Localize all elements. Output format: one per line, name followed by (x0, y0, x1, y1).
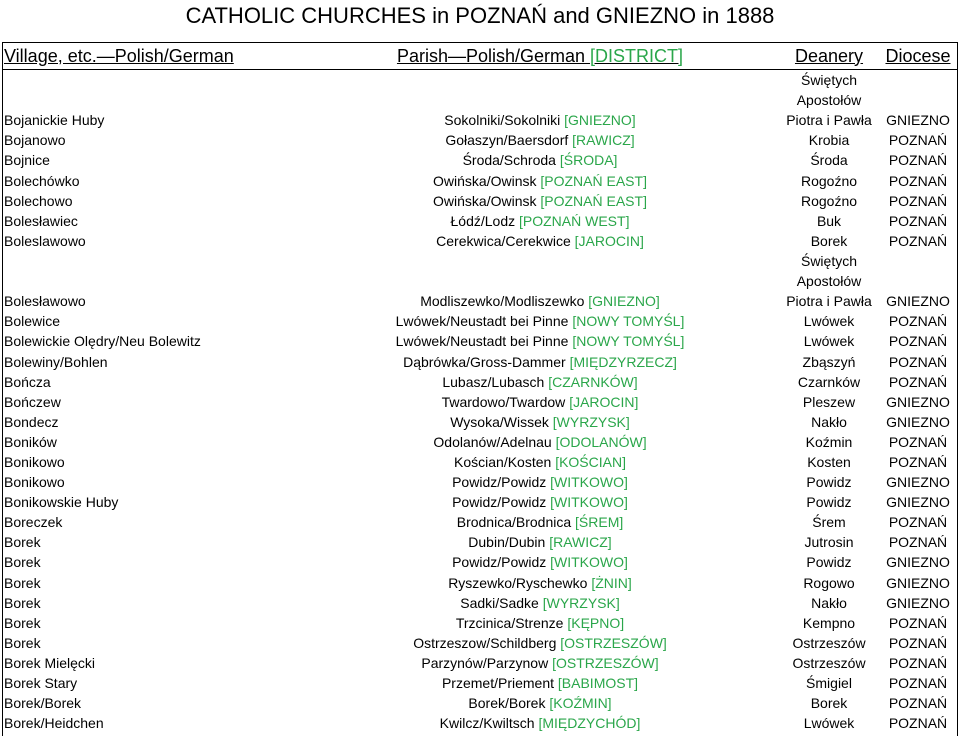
parish-name: Przemet/Priement (441, 675, 558, 692)
deanery-cell: Ostrzeszów (792, 654, 866, 671)
table-body (2, 70, 958, 734)
table-row (2, 673, 958, 693)
diocese-cell: GNIEZNO (886, 574, 950, 591)
parish-name: Twardowo/Twardow (441, 393, 570, 410)
table-row (2, 331, 958, 351)
parish-district: [JAROCIN] (569, 393, 639, 410)
village-cell: Bonikowskie Huby (4, 494, 119, 511)
village-cell: Borek (4, 534, 41, 551)
table-row (2, 412, 958, 432)
diocese-cell: GNIEZNO (886, 494, 950, 511)
parish-cell (300, 673, 780, 693)
parish-district: [CZARNKÓW] (548, 373, 638, 390)
diocese-cell: GNIEZNO (886, 594, 950, 611)
diocese-cell: POZNAŃ (888, 715, 948, 732)
parish-district: [NOWY TOMYŚL] (572, 313, 685, 330)
table-row (2, 512, 958, 532)
parish-district: [POZNAŃ EAST] (540, 192, 647, 209)
parish-cell (300, 392, 780, 412)
village-cell: Bondecz (4, 413, 59, 430)
diocese-cell: GNIEZNO (886, 293, 950, 310)
parish-name: Kwilcz/Kwiltsch (439, 715, 539, 732)
parish-district: [RAWICZ] (572, 132, 635, 149)
diocese-cell: POZNAŃ (888, 614, 948, 631)
parish-district: [KĘPNO] (567, 614, 625, 631)
parish-name: Brodnica/Brodnica (456, 514, 576, 531)
diocese-cell: GNIEZNO (886, 393, 950, 410)
village-cell: Borek Mielęcki (4, 654, 96, 671)
parish-district: [MIĘDZYCHÓD] (538, 715, 641, 732)
parish-name: Powidz/Powidz (452, 554, 551, 571)
deanery-cell: Czarnków (797, 373, 861, 390)
village-cell: Borek (4, 574, 41, 591)
diocese-cell: POZNAŃ (888, 634, 948, 651)
parish-name: Sokolniki/Sokolniki (444, 112, 565, 129)
header-parish (300, 43, 780, 70)
parish-district: [OSTRZESZÓW] (552, 654, 659, 671)
parish-district: [BABIMOST] (557, 675, 639, 692)
village-cell: Boreczek (4, 514, 63, 531)
parish-district: [KOŚCIAN] (555, 454, 626, 470)
table-row (2, 70, 958, 131)
deanery-cell: Nakło (811, 594, 847, 611)
parish-cell (300, 613, 780, 633)
diocese-cell: POZNAŃ (888, 373, 948, 390)
parish-name: Lubasz/Lubasch (442, 373, 549, 390)
deanery-cell: Pleszew (802, 393, 856, 410)
parish-name: Modliszewko/Modliszewko (420, 293, 589, 310)
parish-district: [MIĘDZYRZECZ] (569, 353, 677, 370)
parish-district: [JAROCIN] (574, 232, 644, 249)
diocese-cell: POZNAŃ (888, 534, 948, 551)
parish-name: Trzcinica/Strenze (455, 614, 568, 631)
deanery-cell: Kosten (807, 454, 851, 470)
parish-district: [POZNAŃ WEST] (519, 212, 630, 229)
diocese-cell: POZNAŃ (888, 695, 948, 712)
diocese-cell: GNIEZNO (886, 554, 950, 571)
parish-district: [POZNAŃ EAST] (540, 172, 647, 189)
diocese-cell: GNIEZNO (886, 413, 950, 430)
village-cell: Bonikowo (4, 454, 65, 470)
table-row (2, 251, 958, 311)
parish-district: [WITKOWO] (550, 554, 628, 571)
parish-cell (300, 653, 780, 673)
parish-district: [WITKOWO] (550, 494, 628, 511)
village-cell: Bończa (4, 373, 51, 390)
village-cell: Bolesławowo (4, 293, 86, 310)
table-right-border (957, 42, 958, 736)
deanery-cell: Rogoźno (800, 172, 858, 189)
village-cell: Borek/Borek (4, 695, 82, 712)
parish-name: Gołaszyn/Baersdorf (445, 132, 573, 149)
parish-name: Lwówek/Neustadt bei Pinne (395, 313, 573, 330)
table-row (2, 472, 958, 492)
parish-cell (300, 512, 780, 532)
village-cell: Bojanickie Huby (4, 112, 105, 129)
parish-name: Wysoka/Wissek (450, 413, 553, 430)
village-cell: Borek (4, 554, 41, 571)
village-cell: Bończew (4, 393, 61, 410)
parish-district: [OSTRZESZÓW] (560, 634, 667, 651)
header-parish-main: Parish—Polish/German (396, 45, 591, 66)
parish-district: [WITKOWO] (550, 474, 628, 491)
header-parish-district: [DISTRICT] (590, 45, 684, 66)
deanery-cell: Lwówek (803, 333, 855, 350)
village-cell: Boników (4, 433, 57, 450)
header-village: Village, etc.—Polish/German (2, 43, 300, 70)
deanery-cell: Jutrosin (804, 534, 854, 551)
parish-district: [GNIEZNO] (564, 112, 636, 129)
churches-table (2, 42, 958, 733)
table-row (2, 653, 958, 673)
diocese-cell: POZNAŃ (888, 132, 948, 149)
deanery-cell: Środa (810, 152, 848, 169)
deanery-cell: Nakło (811, 413, 847, 430)
parish-cell (300, 472, 780, 492)
parish-cell (300, 452, 780, 472)
table-row (2, 573, 958, 593)
village-cell: Bojanowo (4, 132, 66, 149)
parish-district: [WYRZYSK] (552, 413, 630, 430)
parish-district: [GNIEZNO] (588, 293, 660, 310)
diocese-cell: POZNAŃ (888, 654, 948, 671)
parish-name: Odolanów/Adelnau (433, 433, 556, 450)
table-row (2, 593, 958, 613)
diocese-cell: POZNAŃ (888, 675, 948, 692)
diocese-cell: POZNAŃ (888, 333, 948, 350)
village-cell: Borek Stary (4, 675, 78, 692)
deanery-cell: Zbąszyń (802, 353, 856, 370)
table-row (2, 130, 958, 150)
parish-district: [RAWICZ] (549, 534, 612, 551)
parish-name: Parzynów/Parzynow (421, 654, 553, 671)
village-cell: Borek (4, 634, 41, 651)
parish-cell (300, 552, 780, 572)
parish-name: Owińska/Owinsk (433, 172, 541, 189)
parish-cell (300, 492, 780, 512)
village-cell: Bolechowo (4, 192, 73, 209)
table-row (2, 211, 958, 231)
parish-name: Łódź/Lodz (450, 212, 520, 229)
deanery-cell: Rogoźno (800, 192, 858, 209)
parish-cell (300, 432, 780, 452)
village-cell: Borek (4, 594, 41, 611)
parish-cell (300, 372, 780, 392)
parish-district: [NOWY TOMYŚL] (572, 333, 685, 350)
parish-name: Borek/Borek (468, 695, 550, 712)
village-cell: Bojnice (4, 152, 50, 169)
diocese-cell: POZNAŃ (888, 454, 948, 470)
table-row (2, 492, 958, 512)
deanery-cell: Borek (810, 695, 848, 712)
diocese-cell: POZNAŃ (888, 353, 948, 370)
diocese-cell: POZNAŃ (888, 232, 948, 249)
table-row (2, 171, 958, 191)
village-cell: Bolewickie Olędry/Neu Bolewitz (4, 333, 201, 350)
village-cell: Bonikowo (4, 474, 65, 491)
table-row (2, 532, 958, 552)
diocese-cell: GNIEZNO (886, 474, 950, 491)
parish-cell (300, 130, 780, 150)
parish-district: [WYRZYSK] (542, 594, 620, 611)
table-left-border (2, 42, 3, 736)
deanery-cell: Lwówek (803, 313, 855, 330)
parish-name: Cerekwica/Cerekwice (436, 232, 575, 249)
deanery-cell: Świętych Apostołów Piotra i Pawła (786, 72, 872, 129)
village-cell: Boleslawowo (4, 232, 86, 249)
parish-cell (300, 311, 780, 331)
parish-name: Lwówek/Neustadt bei Pinne (395, 333, 573, 350)
deanery-cell: Rogowo (803, 574, 855, 591)
deanery-cell: Śmigiel (806, 675, 852, 692)
deanery-cell: Ostrzeszów (792, 634, 866, 651)
table-row (2, 372, 958, 392)
deanery-cell: Borek (810, 232, 848, 249)
village-cell: Bolechówko (4, 172, 80, 189)
diocese-cell: POZNAŃ (888, 433, 948, 450)
parish-name: Owińska/Owinsk (433, 192, 541, 209)
table-row (2, 231, 958, 251)
diocese-cell: POZNAŃ (888, 212, 948, 229)
parish-cell (300, 251, 780, 311)
diocese-cell: GNIEZNO (886, 112, 950, 129)
header-diocese: Diocese (878, 43, 958, 70)
parish-cell (300, 70, 780, 131)
parish-cell (300, 412, 780, 432)
parish-name: Sadki/Sadke (460, 594, 543, 611)
village-cell: Bolesławiec (4, 212, 78, 229)
diocese-cell: POZNAŃ (888, 172, 948, 189)
parish-district: [ODOLANÓW] (555, 433, 647, 450)
parish-cell (300, 191, 780, 211)
parish-cell (300, 171, 780, 191)
deanery-cell: Powidz (806, 554, 852, 571)
parish-cell (300, 532, 780, 552)
table-row (2, 191, 958, 211)
table-row (2, 633, 958, 653)
parish-name: Ostrzeszow/Schildberg (413, 634, 561, 651)
page-title: CATHOLIC CHURCHES in POZNAŃ and GNIEZNO in 1888 (185, 3, 775, 28)
deanery-cell: Kempno (802, 614, 856, 631)
parish-cell (300, 211, 780, 231)
parish-cell (300, 331, 780, 351)
deanery-cell: Buk (816, 212, 842, 229)
parish-name: Kościan/Kosten (454, 454, 556, 470)
deanery-cell: Lwówek (803, 715, 855, 732)
table-row (2, 352, 958, 372)
diocese-cell: POZNAŃ (888, 152, 948, 169)
parish-district: [KOŹMIN] (549, 695, 612, 712)
parish-cell (300, 593, 780, 613)
deanery-cell: Świętych Apostołów Piotra i Pawła (786, 253, 872, 310)
header-row (2, 43, 958, 70)
parish-district: [ŚREM] (575, 514, 624, 531)
deanery-cell: Śrem (812, 514, 846, 531)
deanery-cell: Krobia (808, 132, 850, 149)
table-row (2, 552, 958, 572)
parish-cell (300, 231, 780, 251)
table-row (2, 150, 958, 170)
deanery-cell: Powidz (806, 474, 852, 491)
deanery-cell: Powidz (806, 494, 852, 511)
parish-name: Powidz/Powidz (452, 474, 551, 491)
parish-name: Powidz/Powidz (452, 494, 551, 511)
parish-name: Środa/Schroda (462, 152, 560, 169)
parish-cell (300, 352, 780, 372)
table-row (2, 392, 958, 412)
table-row (2, 311, 958, 331)
parish-district: [ŚRODA] (559, 152, 618, 169)
parish-district: [ŻNIN] (591, 574, 632, 591)
village-cell: Bolewiny/Bohlen (4, 353, 108, 370)
diocese-cell: POZNAŃ (888, 192, 948, 209)
table-row (2, 432, 958, 452)
table-row (2, 613, 958, 633)
village-cell: Bolewice (4, 313, 61, 330)
village-cell: Borek/Heidchen (4, 715, 104, 732)
parish-cell (300, 150, 780, 170)
deanery-cell: Koźmin (805, 433, 853, 450)
table-row (2, 452, 958, 472)
parish-cell (300, 573, 780, 593)
header-deanery: Deanery (780, 43, 878, 70)
parish-name: Ryszewko/Ryschewko (448, 574, 592, 591)
diocese-cell: POZNAŃ (888, 313, 948, 330)
parish-cell (300, 633, 780, 653)
parish-cell (300, 713, 780, 733)
parish-name: Dąbrówka/Gross-Dammer (403, 353, 570, 370)
parish-name: Dubin/Dubin (468, 534, 550, 551)
table-row (2, 693, 958, 713)
parish-cell (300, 693, 780, 713)
table-row (2, 713, 958, 733)
diocese-cell: POZNAŃ (888, 514, 948, 531)
village-cell: Borek (4, 614, 41, 631)
